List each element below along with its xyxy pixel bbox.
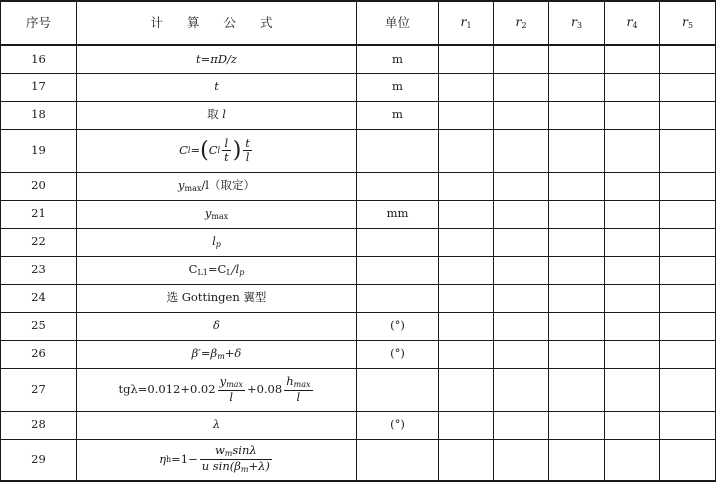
row-unit: m [357, 101, 439, 129]
cell-r4 [605, 101, 660, 129]
cell-r4 [605, 228, 660, 256]
row-number: 16 [1, 45, 77, 73]
row-unit [357, 368, 439, 411]
header-r2: $r_2$ [494, 1, 549, 45]
cell-r2 [494, 312, 549, 340]
row-number: 29 [1, 439, 77, 481]
header-formula: 计 算 公 式 [77, 1, 357, 45]
cell-r4 [605, 439, 660, 481]
row-unit: m [357, 73, 439, 101]
header-no: 序号 [1, 1, 77, 45]
cell-r2 [494, 101, 549, 129]
row-unit [357, 172, 439, 200]
row-formula: t=πD/z [77, 45, 357, 73]
cell-r5 [660, 228, 716, 256]
cell-r1 [439, 73, 494, 101]
row-number: 26 [1, 340, 77, 368]
cell-r1 [439, 172, 494, 200]
cell-r2 [494, 129, 549, 172]
row-number: 28 [1, 411, 77, 439]
row-formula: 选 Gottingen 翼型 [77, 284, 357, 312]
row-formula: tgλ=0.012+0.02 $\frac{y_{max}}{l}$ +0.08 $\frac{h_{max}}{l}$ [77, 368, 357, 411]
table-row [1, 129, 716, 172]
cell-r5 [660, 101, 716, 129]
cell-r1 [439, 368, 494, 411]
table-row [1, 411, 716, 439]
header-r5: $r_5$ [660, 1, 716, 45]
cell-r2 [494, 284, 549, 312]
cell-r2 [494, 228, 549, 256]
cell-r5 [660, 73, 716, 101]
cell-r3 [549, 200, 605, 228]
cell-r4 [605, 45, 660, 73]
table-row [1, 228, 716, 256]
row-formula: $\beta'=\beta_m+\delta$ [77, 340, 357, 368]
row-formula: t [77, 73, 357, 101]
row-unit: m [357, 45, 439, 73]
row-number: 22 [1, 228, 77, 256]
table-header-row [1, 1, 716, 45]
row-number: 25 [1, 312, 77, 340]
table-row [1, 340, 716, 368]
row-unit [357, 129, 439, 172]
cell-r4 [605, 340, 660, 368]
cell-r1 [439, 411, 494, 439]
table-row [1, 439, 716, 481]
cell-r2 [494, 439, 549, 481]
cell-r3 [549, 439, 605, 481]
cell-r1 [439, 101, 494, 129]
row-unit: (°) [357, 411, 439, 439]
cell-r1 [439, 228, 494, 256]
table-row [1, 45, 716, 73]
row-number: 21 [1, 200, 77, 228]
cell-r3 [549, 284, 605, 312]
cell-r1 [439, 340, 494, 368]
cell-r2 [494, 73, 549, 101]
table-row [1, 312, 716, 340]
cell-r5 [660, 256, 716, 284]
cell-r5 [660, 129, 716, 172]
cell-r3 [549, 101, 605, 129]
cell-r1 [439, 439, 494, 481]
cell-r2 [494, 340, 549, 368]
cell-r1 [439, 45, 494, 73]
cell-r4 [605, 312, 660, 340]
header-r3: $r_3$ [549, 1, 605, 45]
row-formula: λ [77, 411, 357, 439]
cell-r2 [494, 411, 549, 439]
cell-r3 [549, 368, 605, 411]
row-formula: $l_p$ [77, 228, 357, 256]
table-row [1, 284, 716, 312]
cell-r3 [549, 340, 605, 368]
cell-r4 [605, 200, 660, 228]
cell-r5 [660, 439, 716, 481]
cell-r1 [439, 129, 494, 172]
row-number: 18 [1, 101, 77, 129]
row-unit: (°) [357, 312, 439, 340]
cell-r5 [660, 340, 716, 368]
header-r1: $r_1$ [439, 1, 494, 45]
row-formula: 取 l [77, 101, 357, 129]
header-unit: 单位 [357, 1, 439, 45]
row-formula: $y_{max}/l$（取定） [77, 172, 357, 200]
cell-r4 [605, 284, 660, 312]
cell-r5 [660, 45, 716, 73]
table-row [1, 200, 716, 228]
cell-r5 [660, 411, 716, 439]
cell-r3 [549, 172, 605, 200]
row-number: 23 [1, 256, 77, 284]
row-formula: C l = ( C l $\frac{l}{t}$ ) $\frac{t}{l}$ [77, 129, 357, 172]
cell-r2 [494, 256, 549, 284]
row-unit: (°) [357, 340, 439, 368]
cell-r3 [549, 73, 605, 101]
cell-r2 [494, 368, 549, 411]
cell-r4 [605, 411, 660, 439]
cell-r4 [605, 172, 660, 200]
cell-r1 [439, 256, 494, 284]
row-number: 27 [1, 368, 77, 411]
cell-r5 [660, 312, 716, 340]
row-formula: $y_{max}$ [77, 200, 357, 228]
row-formula: $C_{L1}=C_L/l_p$ [77, 256, 357, 284]
row-unit [357, 439, 439, 481]
cell-r5 [660, 284, 716, 312]
cell-r1 [439, 200, 494, 228]
row-number: 20 [1, 172, 77, 200]
cell-r3 [549, 256, 605, 284]
header-r4: $r_4$ [605, 1, 660, 45]
cell-r5 [660, 368, 716, 411]
row-unit: mm [357, 200, 439, 228]
table-row [1, 101, 716, 129]
row-number: 17 [1, 73, 77, 101]
cell-r5 [660, 200, 716, 228]
cell-r2 [494, 200, 549, 228]
cell-r5 [660, 172, 716, 200]
cell-r3 [549, 411, 605, 439]
cell-r4 [605, 73, 660, 101]
cell-r3 [549, 228, 605, 256]
row-unit [357, 228, 439, 256]
cell-r4 [605, 368, 660, 411]
cell-r3 [549, 45, 605, 73]
row-number: 19 [1, 129, 77, 172]
table-row [1, 73, 716, 101]
cell-r4 [605, 256, 660, 284]
cell-r2 [494, 172, 549, 200]
row-formula: δ [77, 312, 357, 340]
cell-r2 [494, 45, 549, 73]
cell-r3 [549, 312, 605, 340]
cell-r4 [605, 129, 660, 172]
table-row [1, 368, 716, 411]
cell-r1 [439, 284, 494, 312]
row-number: 24 [1, 284, 77, 312]
table-row [1, 256, 716, 284]
row-unit [357, 284, 439, 312]
table-row [1, 172, 716, 200]
row-unit [357, 256, 439, 284]
cell-r1 [439, 312, 494, 340]
row-formula: η h =1− $\frac{w_m\sin\lambda}{u \sin(\beta_m+\lambda)}$ [77, 439, 357, 481]
cell-r3 [549, 129, 605, 172]
